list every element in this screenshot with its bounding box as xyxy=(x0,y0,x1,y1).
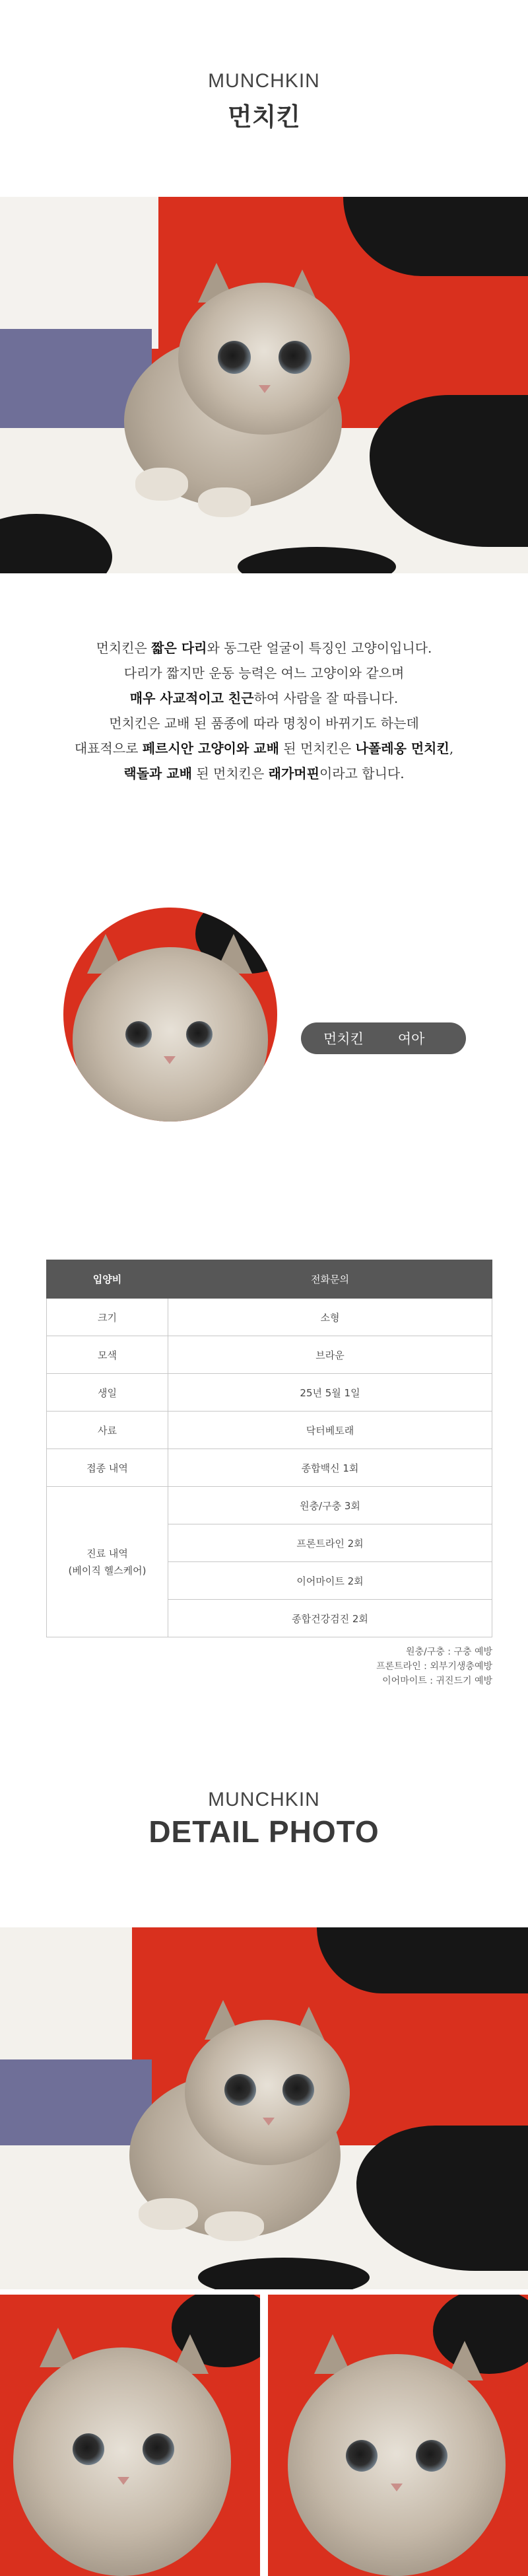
row-value: 25년 5월 1일 xyxy=(168,1374,492,1412)
description-line xyxy=(0,661,528,686)
detail-photo-2 xyxy=(0,2295,260,2576)
detail-photo-1 xyxy=(0,1927,528,2289)
table-row xyxy=(47,1487,492,1524)
description-emphasis: 짧은 다리 xyxy=(151,640,207,656)
profile-pill xyxy=(301,1022,466,1054)
header-title-en: MUNCHKIN xyxy=(208,70,320,92)
table-row xyxy=(47,1412,492,1449)
description-emphasis: 페르시안 고양이와 교배 xyxy=(142,740,279,756)
description-text: 다리가 짧지만 운동 능력은 여느 고양이와 같으며 xyxy=(123,665,405,681)
description-emphasis: 나폴레옹 먼치킨 xyxy=(355,740,449,756)
header-title-ko: 먼치킨 xyxy=(227,102,301,131)
description-text: 이라고 합니다. xyxy=(319,766,405,781)
table-row xyxy=(47,1449,492,1487)
breed-description xyxy=(0,635,528,786)
description-line xyxy=(0,711,528,736)
breed-label: 먼치킨 xyxy=(323,1031,364,1047)
gender-label: 여아 xyxy=(397,1031,425,1047)
table-header-label: 입양비 xyxy=(47,1260,168,1299)
row-label: 크기 xyxy=(47,1299,168,1336)
row-value: 브라운 xyxy=(168,1336,492,1374)
table-row xyxy=(47,1374,492,1412)
care-notes xyxy=(376,1645,492,1688)
care-value: 원충/구충 3회 xyxy=(168,1487,492,1524)
care-value: 이어마이트 2회 xyxy=(168,1562,492,1600)
description-text: 된 먼치킨은 xyxy=(191,766,269,781)
note-line: 프론트라인 : 외부기생충예방 xyxy=(376,1661,492,1672)
care-value: 프론트라인 2회 xyxy=(168,1524,492,1562)
info-table xyxy=(46,1260,492,1637)
description-text: 대표적으로 xyxy=(74,740,143,756)
table-row xyxy=(47,1299,492,1336)
description-text: 먼치킨은 xyxy=(96,640,152,656)
care-value: 종합건강검진 2회 xyxy=(168,1600,492,1637)
row-label: 모색 xyxy=(47,1336,168,1374)
row-label: 접종 내역 xyxy=(47,1449,168,1487)
hero-cat-photo xyxy=(0,197,528,573)
description-line xyxy=(0,686,528,711)
description-line xyxy=(0,761,528,786)
table-row xyxy=(47,1336,492,1374)
table-header-row xyxy=(47,1260,492,1299)
description-text: 먼치킨은 교배 된 품종에 따라 명칭이 바뀌기도 하는데 xyxy=(109,715,419,731)
description-line xyxy=(0,736,528,761)
note-line: 원충/구충 : 구충 예방 xyxy=(406,1647,492,1657)
description-text: 하여 사람을 잘 따릅니다. xyxy=(253,690,399,706)
detail-title-en: MUNCHKIN xyxy=(208,1789,320,1810)
detail-photo-3 xyxy=(268,2295,528,2576)
care-label xyxy=(47,1487,168,1637)
description-line xyxy=(0,635,528,661)
care-label-line2: (베이직 헬스케어) xyxy=(68,1564,147,1577)
detail-title: DETAIL PHOTO xyxy=(148,1814,380,1849)
row-label: 생일 xyxy=(47,1374,168,1412)
description-text: 된 먼치킨은 xyxy=(279,740,356,756)
description-emphasis: 매우 사교적이고 친근 xyxy=(129,690,254,706)
description-emphasis: 랙돌과 교배 xyxy=(123,766,192,781)
care-label-line1: 진료 내역 xyxy=(86,1547,128,1559)
description-text: , xyxy=(449,740,454,756)
row-label: 사료 xyxy=(47,1412,168,1449)
note-line: 이어마이트 : 귀진드기 예방 xyxy=(382,1676,492,1686)
description-emphasis: 래가머핀 xyxy=(268,766,319,781)
table-header-value: 전화문의 xyxy=(168,1260,492,1299)
row-value: 닥터베토래 xyxy=(168,1412,492,1449)
description-text: 와 동그란 얼굴이 특징인 고양이입니다. xyxy=(207,640,432,656)
row-value: 종합백신 1회 xyxy=(168,1449,492,1487)
cat-portrait-circle xyxy=(63,908,277,1122)
row-value: 소형 xyxy=(168,1299,492,1336)
